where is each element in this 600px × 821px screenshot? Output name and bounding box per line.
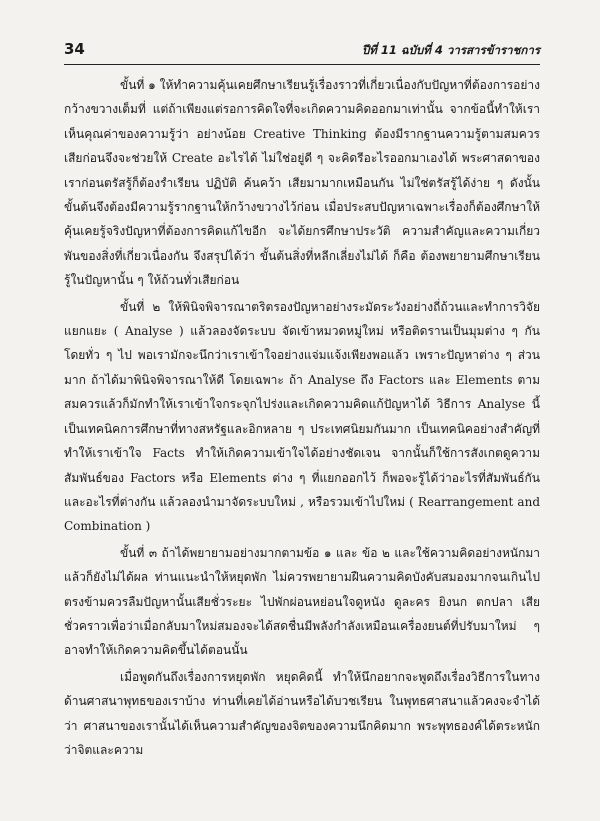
running-title: ปีที่ 11 ฉบับที่ 4 วารสารข้าราชการ — [361, 43, 540, 57]
page-number: 34 — [64, 40, 85, 58]
paragraph-rest-discussion: เมื่อพูดกันถึงเรื่องการหยุดพัก หยุดคิดนี้ ทำให้นึกอยากจะพูดถึงเรื่องวิธีการในทางด้านศาสนาพุทธของเราบ้าง ท่านที่เคยได้อ่านหรือได้บวชเรียน ในพุทธศาสนาแล้วคงจะจำได้ว่า ศาสนาของเรานั้นได้เห็นความสำคัญของจิตของความนึกคิดมาก พระพุทธองค์ได้ตระหนักว่าจิตและความ — [64, 669, 540, 757]
paragraph-step-1: ขั้นที่ ๑ ให้ทำความคุ้นเคยศึกษาเรียนรู้เรื่องราวที่เกี่ยวเนื่องกับปัญหาที่ต้องการอย่างกว้างขวางเต็มที่ แต่ถ้าเพียงแต่รอการคิดใจที่จะเกิดความคิดออกมาเท่านั้น จากข้อนี้ทำให้เราเห็นคุณค่าของความรู้ว่า อย่างน้อย Creative Thinking ต้องมีรากฐานความรู้ตามสมควรเสียก่อนจึงจะช่วยให้ Create อะไรได้ ไม่ใช่อยู่ดี ๆ จะคิดรีอะไรออกมาเองได้ พระศาสดาของเราก่อนตรัสรู้ก็ต้องรำเรียน ปฏิบัติ ค้นคว้า เสียมามากเหมือนกัน ไม่ใช่ตรัสรู้ได้ง่าย ๆ ดังนั้น ขั้นต้นจึงต้องมีความรู้รากฐานให้กว้างขวางไว้ก่อน เมื่อประสบปัญหาเฉพาะเรื่องก็ต้องศึกษาให้คุ้นเคยรู้จริงปัญหาที่ต้องการคิดแก้ไขอีก จะได้ยกรศึกษาประวัติ ความสำคัญและความเกี่ยวพันของสิ่งที่เกี่ยวเนื่องกัน จึงสรุปได้ว่า ขั้นต้นสิ่งที่หลีกเลี่ยงไม่ได้ ก็คือ ต้องพยายามศึกษาเรียนรู้ในปัญหานั้น ๆ ให้ถ้วนทั่วเสียก่อน — [64, 78, 540, 288]
page-header — [64, 40, 540, 62]
header-rule — [64, 64, 540, 65]
paragraph-step-2: ขั้นที่ ๒ ให้พินิจพิจารณาตริตรองปัญหาอย่างระมัดระวังอย่างถี่ถ้วนและทำการวิจัยแยกแยะ ( Analyse ) แล้วลองจัดระบบ จัดเข้าหมวดหมู่ใหม่ หรือติดรานเป็นมุมต่าง ๆ กัน โดยทั่ว ๆ ไป พอเรามักจะนึกว่าเราเข้าใจอย่างแจ่มแจ้งเพียงพอแล้ว เพราะปัญหาต่าง ๆ ส่วนมาก ถ้าได้มาพินิจพิจารณาให้ดี โดยเฉพาะ ถ้า Analyse ถึง Factors และ Elements ตามสมควรแล้วก็มักทำให้เราเข้าใจกระจุกไปร่งและเกิดความคิดแก้ปัญหาได้ วิธีการ Analyse นี้เป็นเทคนิคการศึกษาที่ทางสหรัฐและอิกหลาย ๆ ประเทศนิยมกันมาก เป็นเทคนิคอย่างสำคัญที่ทำให้เราเข้าใจ Facts ทำให้เกิดความเข้าใจได้อย่างชัดเจน จากนั้นก็ใช้การสังเกตดูความสัมพันธ์ของ Factors หรือ Elements ต่าง ๆ ที่แยกออกไว้ ก็พอจะรู้ได้ว่าอะไรที่สัมพันธ์กันและอะไรที่ต่างกัน แล้วลองนำมาจัดระบบใหม่ , หรือรวมเข้าไปใหม่ ( Rearrangement and Combination ) — [64, 299, 540, 534]
paragraph-step-3: ขั้นที่ ๓ ถ้าได้พยายามอย่างมากตามข้อ ๑ และ ข้อ ๒ และใช้ความคิดอย่างหนักมาแล้วก็ยังไม่ได้ผล ท่านแนะนำให้หยุดพัก ไม่ควรพยายามฝืนความคิดบังคับสมองมากจนเกินไปตรงข้ามควรลืมปัญหานั้นเสียชั่วระยะ ไปพักผ่อนหย่อนใจดูหนัง ดูละคร ยิงนก ตกปลา เสียชั่วคราวเพื่อว่าเมื่อกลับมาใหม่สมองจะได้สดชื่นมีพลังกำลังเหมือนเครื่องยนต์ที่ปรับมาใหม่ ๆ อาจทำให้เกิดความคิดขึ้นได้ตอนนั้น — [64, 545, 540, 658]
